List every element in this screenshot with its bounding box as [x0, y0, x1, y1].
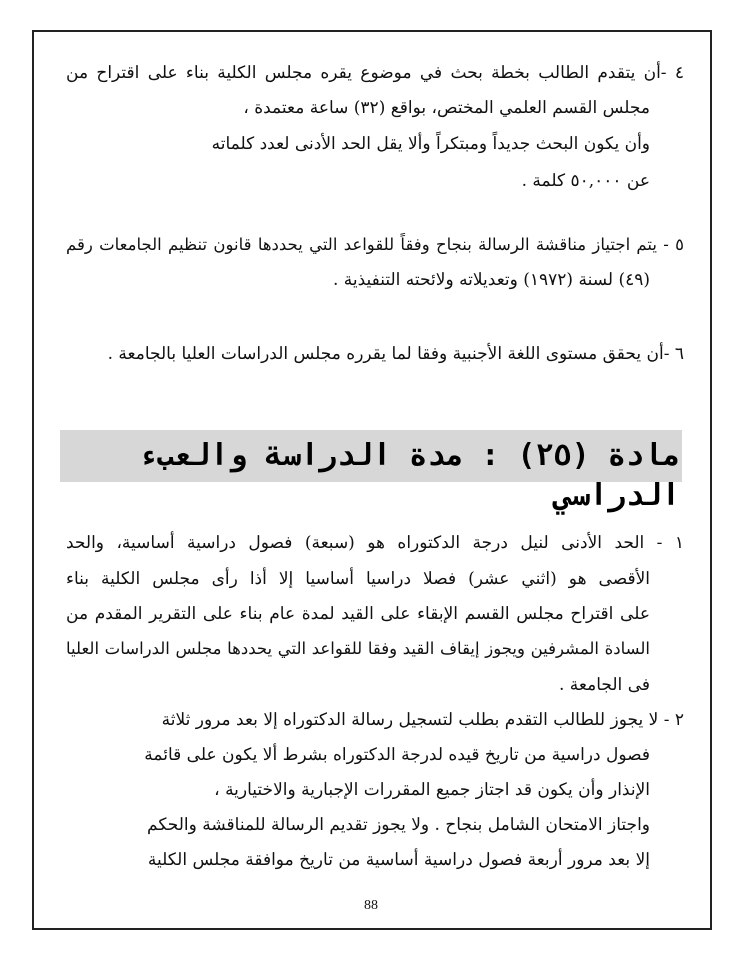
item-4-line-4: عن ٥٠,٠٠٠ كلمة . — [521, 171, 650, 191]
clause-2-line-2: فصول دراسية من تاريخ قيده لدرجة الدكتوراه بشرط ألا يكون على قائمة — [144, 745, 650, 765]
item-4-line-2: مجلس القسم العلمي المختص، بواقع (٣٢) ساعة معتمدة ، — [243, 98, 650, 118]
item-5-line-2: (٤٩) لسنة (١٩٧٢) وتعديلاته ولائحته التنفيذية . — [332, 270, 650, 290]
clause-2-line-1: ٢ - لا يجوز للطالب التقدم بطلب لتسجيل رسالة الدكتوراه إلا بعد مرور ثلاثة — [161, 710, 684, 730]
item-4-line-3: وأن يكون البحث جديداً ومبتكراً وألا يقل الحد الأدنى لعدد كلماته — [211, 134, 650, 154]
clause-1-line-4: السادة المشرفين ويجوز إيقاف القيد وفقا للقواعد التي يحددها مجلس الدراسات العليا — [66, 639, 650, 658]
clause-1-line-2: الأقصى هو (اثني عشر) فصلا دراسيا أساسيا إلا أذا رأى مجلس الكلية بناء — [66, 569, 650, 589]
clause-1-line-5: فى الجامعة . — [559, 675, 650, 695]
article-heading-line-2: الدراسي — [553, 478, 680, 513]
item-5-line-1: ٥ - يتم اجتياز مناقشة الرسالة بنجاح وفقاً للقواعد التي يحددها قانون تنظيم الجامعات رقم — [66, 235, 684, 254]
article-heading-line-1: مادة (٢٥) : مدة الدراسة والعبء — [138, 438, 680, 473]
clause-2-line-4: واجتاز الامتحان الشامل بنجاح . ولا يجوز تقديم الرسالة للمناقشة والحكم — [147, 815, 650, 835]
item-6-line-1: ٦ -أن يحقق مستوى اللغة الأجنبية وفقا لما يقرره مجلس الدراسات العليا بالجامعة . — [107, 344, 684, 364]
clause-1-line-1: ١ - الحد الأدنى لنيل درجة الدكتوراه هو (سبعة) فصول دراسية أساسية، والحد — [66, 533, 684, 553]
clause-2-line-3: الإنذار وأن يكون قد اجتاز جميع المقررات الإجبارية والاختيارية ، — [214, 780, 650, 800]
item-4-line-1: ٤ -أن يتقدم الطالب بخطة بحث في موضوع يقره مجلس الكلية بناء على اقتراح من — [66, 63, 684, 83]
clause-1-line-3: على اقتراح مجلس القسم الإبقاء على القيد لمدة عام بناء على التقرير المقدم من — [66, 604, 651, 624]
page-number: 88 — [364, 898, 378, 913]
clause-2-line-5: إلا بعد مرور أربعة فصول دراسية أساسية من تاريخ موافقة مجلس الكلية — [147, 850, 650, 870]
